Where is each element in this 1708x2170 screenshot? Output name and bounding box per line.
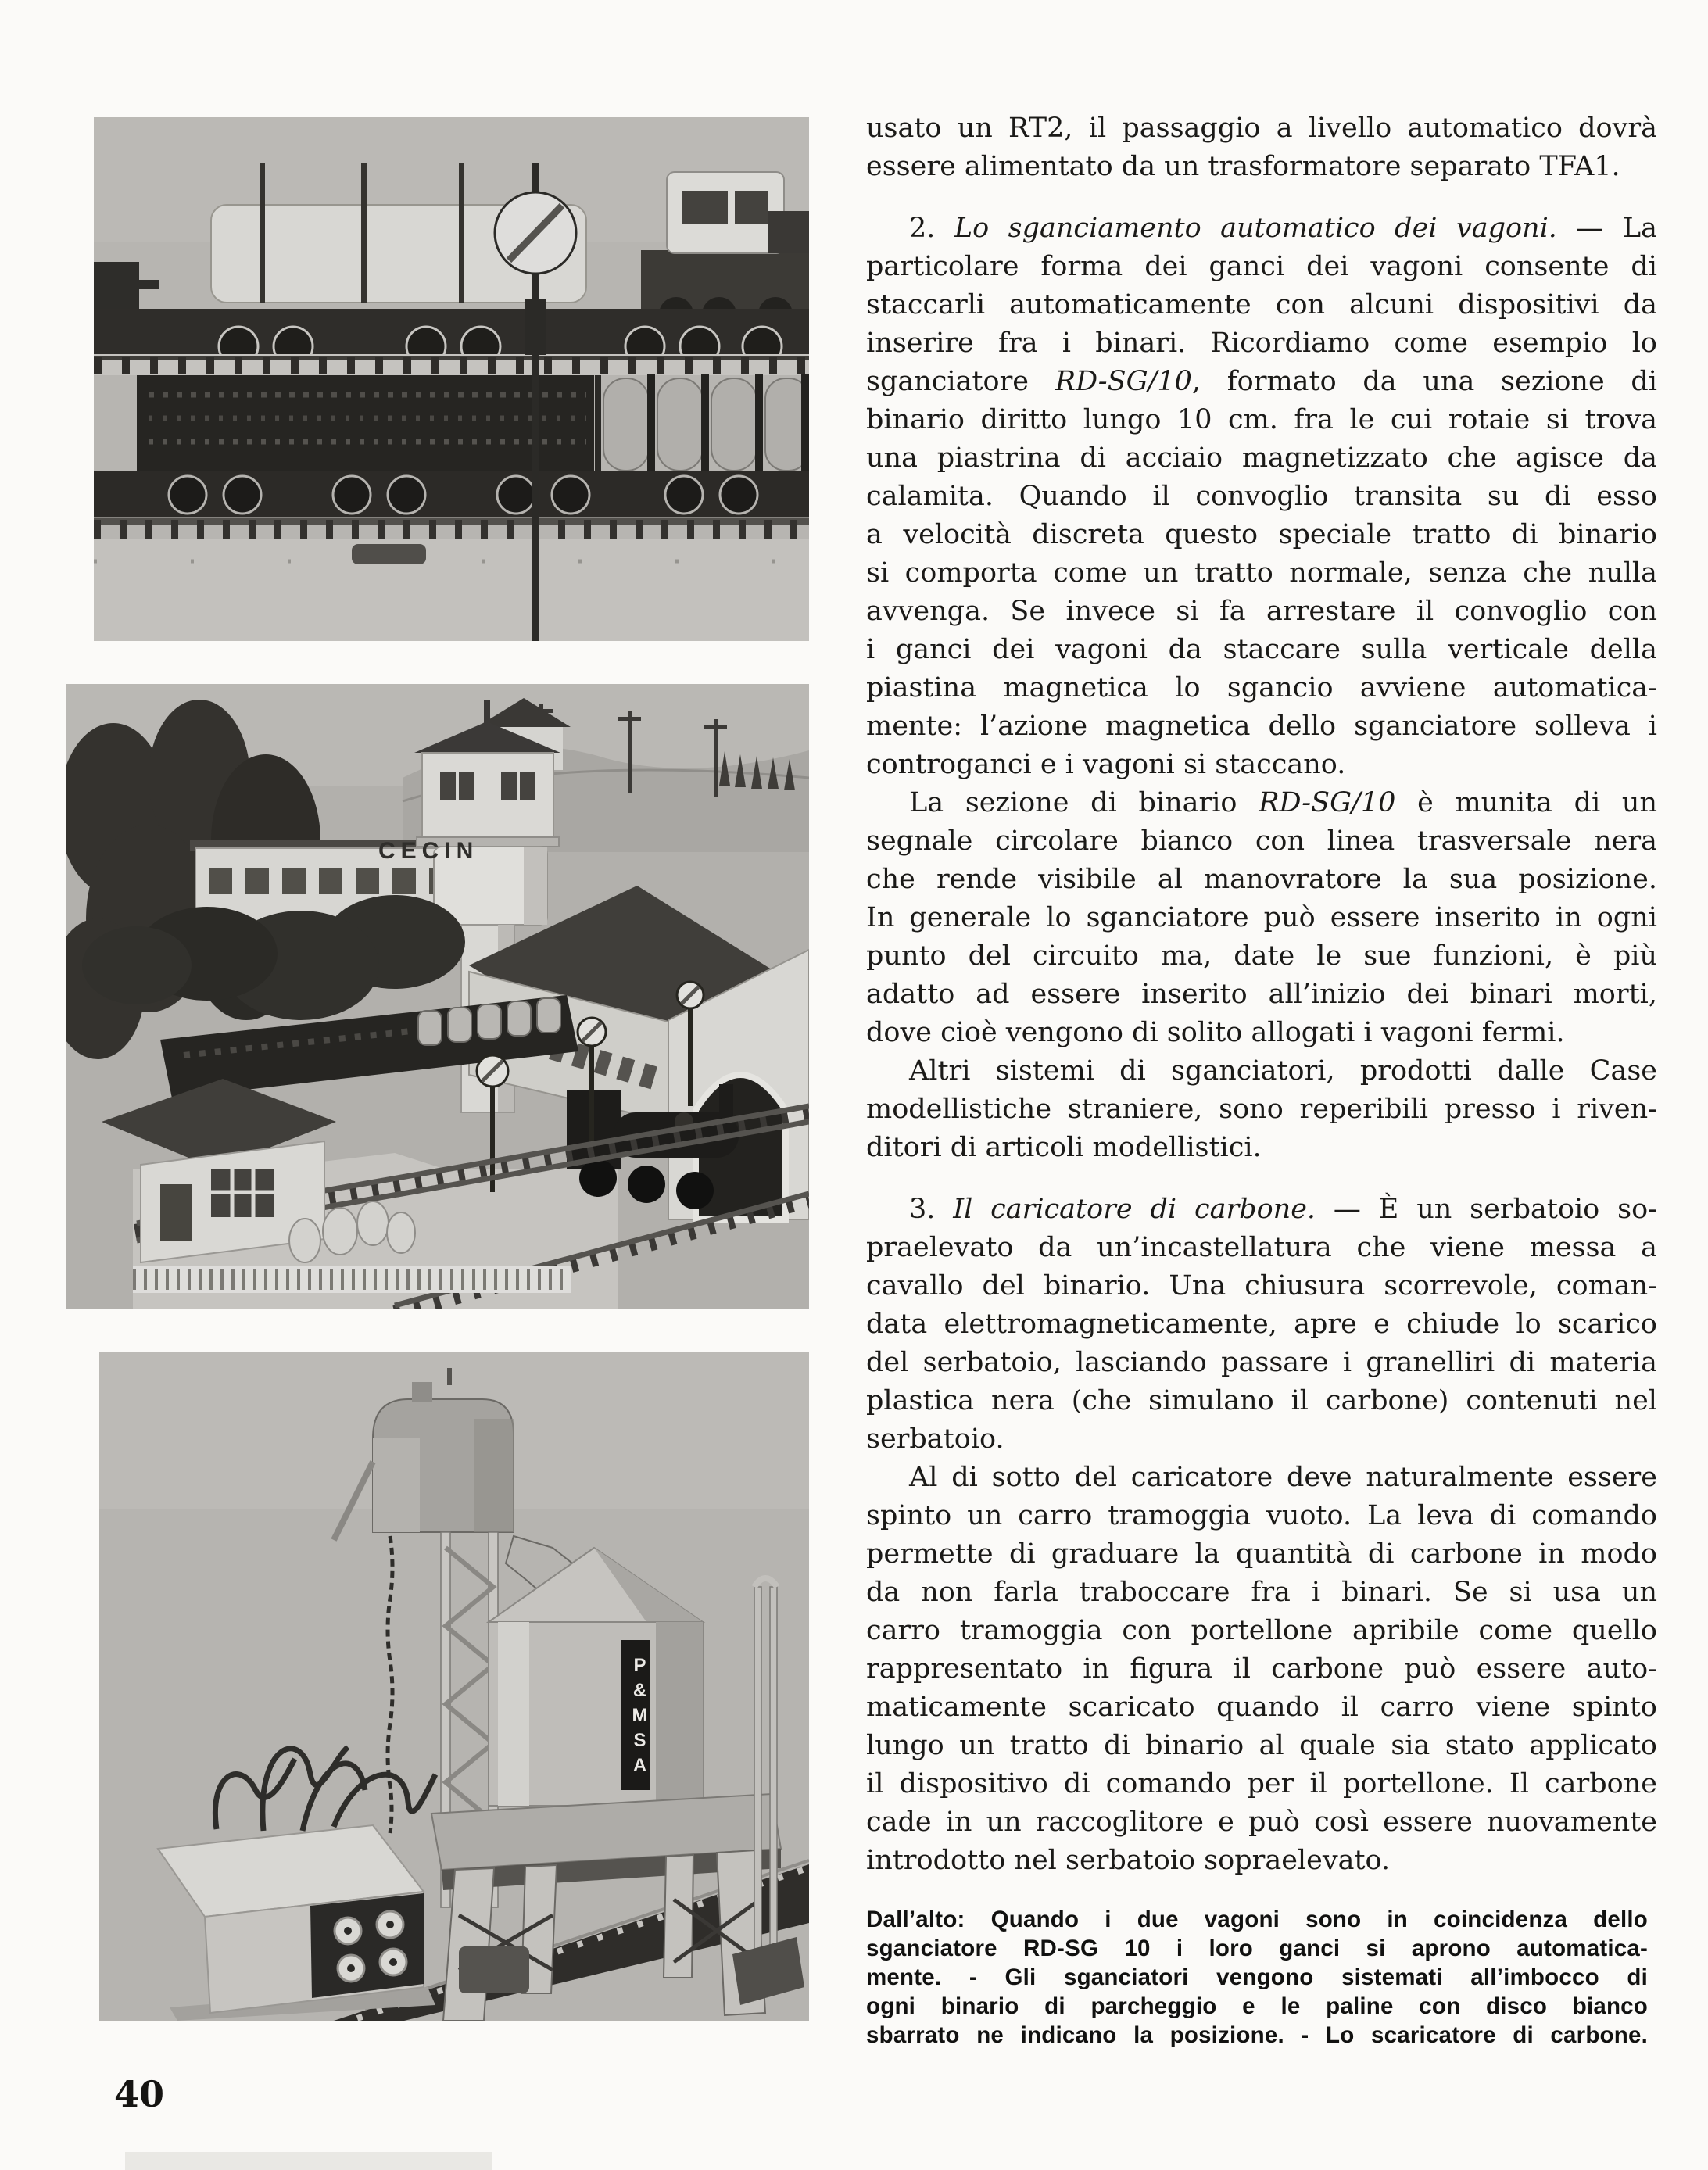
photo-layout-image [66,684,809,1309]
text-line: Dall’alto: Quando i due vagoni sono in coincidenza dello [866,1907,1648,1932]
text-line: 3. Il caricatore di carbone. — È un serbatoio so- [909,1194,1657,1225]
text-line: avvenga. Se invece si fa arrestare il convoglio con [866,596,1657,627]
text-line: che rende visibile al manovratore la sua posizione. [866,864,1657,895]
photo-wagons-uncoupler [94,117,809,641]
text-line: rappresentato in figura il carbone può essere auto- [866,1653,1657,1685]
text-line: segnale circolare bianco con linea trasversale nera [866,825,1657,857]
tank-wagons-row [595,374,809,477]
text-line: mente: l’azione magnetica dello sganciatore solleva i [866,711,1657,742]
picket-fence [133,1266,571,1293]
text-line: Altri sistemi di sganciatori, prodotti dalle Case [909,1055,1657,1087]
text-line: controganci e i vagoni si staccano. [866,749,1346,780]
text-line: In generale lo sganciatore può essere inserito in ogni [866,902,1657,933]
text-line: cade in un raccoglitore e può così essere nuovamente [866,1807,1657,1838]
text-line: La sezione di binario RD-SG/10 è munita di un [909,787,1657,818]
truck-on-flat-wagon [641,172,809,331]
text-line: modellistiche straniere, sono reperibili presso i riven- [866,1094,1657,1125]
text-line: permette di graduare la quantità di carbone in modo [866,1538,1657,1570]
text-line: una piastrina di acciaio magnetizzato che agisce da [866,442,1657,474]
text-line: praelevato da un’incastellatura che viene messa a [866,1232,1657,1263]
text-line: il dispositivo di comando per il portellone. Il carbone [866,1768,1657,1799]
text-line: sganciatore RD-SG 10 i loro ganci si aprono automatica- [866,1935,1648,1961]
coal-tank-sign: P&MSA [629,1655,650,1780]
text-line: 2. Lo sganciamento automatico dei vagoni. — La [909,213,1657,244]
elevator-foot [459,1946,529,1993]
text-line: introdotto nel serbatoio sopraelevato. [866,1845,1391,1876]
photo-layout-engine-shed [66,684,809,1309]
coal-gondola [137,375,594,471]
text-line: maticamente scaricato quando il carro viene spinto [866,1692,1657,1723]
photo-coal-loader-image [99,1352,809,2021]
text-line: adatto ad essere inserito all’inizio dei binari morti, [866,979,1657,1010]
text-line: Al di sotto del caricatore deve naturalmente essere [909,1462,1657,1493]
text-line: data elettromagneticamente, apre e chiude lo scarico [866,1309,1657,1340]
ballast-foreground [94,539,809,641]
text-line: a velocità discreta questo speciale tratto di binario [866,519,1657,550]
text-line: essere alimentato da un trasformatore separato TFA1. [866,151,1620,182]
text-line: plastica nera (che simulano il carbone) contenuti nel [866,1385,1657,1416]
text-line: mente. - Gli sganciatori vengono sistemati all’imbocco di [866,1964,1648,1990]
text-line: staccarli automaticamente con alcuni dispositivi da [866,289,1657,320]
text-line: carro tramoggia con portellone apribile come quello [866,1615,1657,1646]
scan-edge-strip [125,2152,492,2170]
page-number: 40 [114,2073,165,2115]
text-line: piastina magnetica lo sgancio avviene automatica- [866,672,1657,704]
text-line: dove cioè vengono di solito allogati i vagoni fermi. [866,1017,1565,1048]
text-line: i ganci dei vagoni da staccare sulla verticale della [866,634,1657,665]
undercarriage-upper-track [94,309,809,375]
text-line: del serbatoio, lasciando passare i granelliri di materia [866,1347,1657,1378]
photo-coal-loader [99,1352,809,2021]
text-line: particolare forma dei ganci dei vagoni consente di [866,251,1657,282]
text-line: spinto un carro tramoggia vuoto. La leva di comando [866,1500,1657,1531]
text-line: si comporta come un tratto normale, senza che nulla [866,557,1657,589]
text-line: sganciatore RD-SG/10, formato da una sezione di [866,366,1657,397]
text-line: lungo un tratto di binario al quale sia stato applicato [866,1730,1657,1761]
photo-wagons-uncoupler-image [94,117,809,641]
text-line: sbarrato ne indicano la posizione. - Lo scaricatore di carbone. [866,2022,1648,2048]
text-line: punto del circuito ma, date le sue funzioni, è più [866,940,1657,972]
text-line: binario diritto lungo 10 cm. fra le cui rotaie si trova [866,404,1657,435]
water-tower-label: CECIN [378,838,479,864]
text-line: ogni binario di parcheggio e le paline con disco bianco [866,1993,1648,2019]
text-line: ditori di articoli modellistici. [866,1132,1262,1163]
caption [866,1905,1648,2050]
text-line: calamita. Quando il convoglio transita su di esso [866,481,1657,512]
text-line: serbatoio. [866,1423,1004,1455]
text-line: inserire fra i binari. Ricordiamo come esempio lo [866,328,1657,359]
text-line: usato un RT2, il passaggio a livello automatico dovrà [866,113,1657,144]
text-line: cavallo del binario. Una chiusura scorrevole, coman- [866,1270,1657,1302]
article-text-column [866,109,1657,1880]
text-line: da non farla traboccare fra i binari. Se si usa un [866,1577,1657,1608]
undercarriage-lower-track [94,471,809,529]
